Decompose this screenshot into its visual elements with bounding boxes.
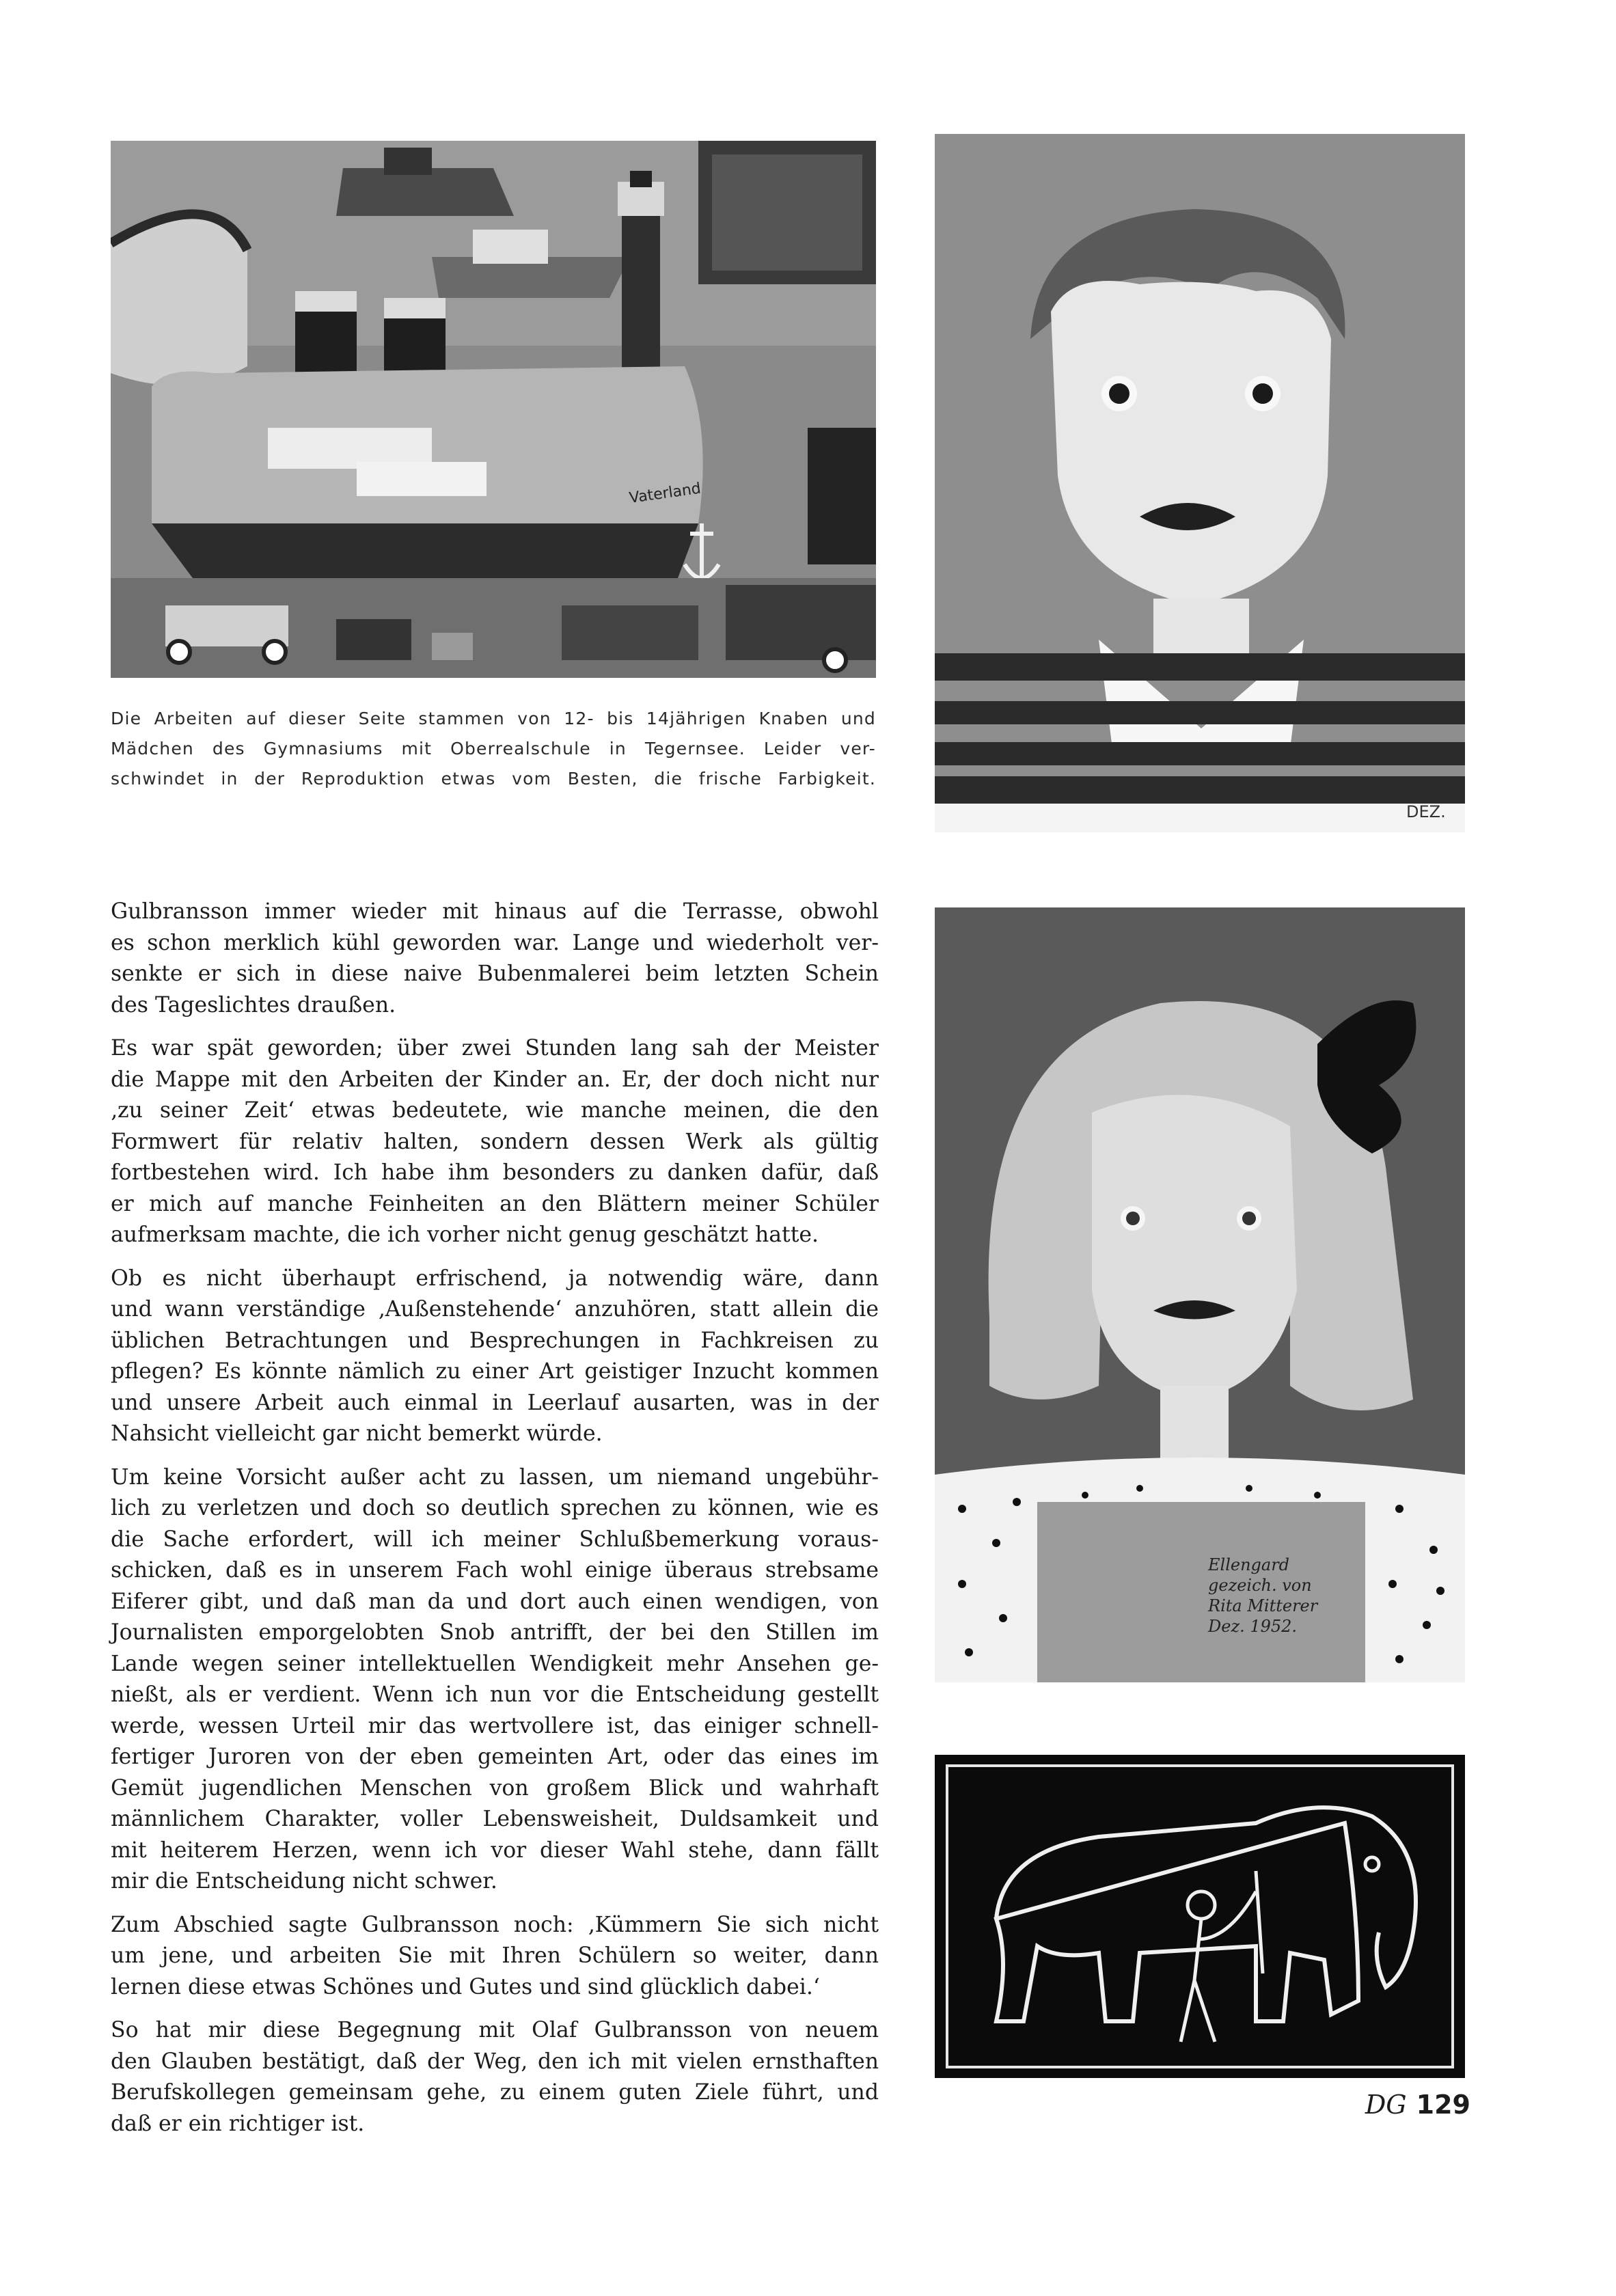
boy-portrait-painting: [935, 134, 1465, 832]
image-caption: [111, 704, 876, 794]
text-line: fertiger Juroren von der eben gemeinten Art, oder das eines im: [111, 1745, 879, 1769]
text-line: werde, wessen Urteil mir das wertvollere ist, das einiger schnell-: [111, 1713, 879, 1738]
text-line: mit heiterem Herzen, wenn ich vor dieser Wahl stehe, dann fällt: [111, 1837, 879, 1863]
text-line: Um keine Vorsicht außer acht zu lassen, um niemand ungebühr-: [111, 1464, 879, 1490]
text-line: senkte er sich in diese naive Bubenmalerei beim letzten Schein: [111, 961, 879, 986]
paragraph: [111, 1033, 879, 1251]
page-footer: [1354, 2090, 1470, 2124]
elephant-linocut: [935, 1755, 1465, 2078]
ship-name: Vaterland: [628, 480, 702, 507]
text-line: den Glauben bestätigt, daß der Weg, den ich mit vielen ernsthaften: [111, 2049, 879, 2074]
text-line: männlichem Charakter, voller Lebensweisheit, Duldsamkeit und: [111, 1807, 879, 1831]
text-line: schicken, daß es in unserem Fach wohl einige überaus strebsame: [111, 1558, 879, 1583]
text-line: des Tageslichtes draußen.: [111, 992, 396, 1017]
text-line: Journalisten emporgelobten Snob antrifft, der bei den Stillen im: [111, 1620, 879, 1645]
paragraph: [111, 2015, 879, 2140]
text-line: So hat mir diese Begegnung mit Olaf Gulbransson von neuem: [111, 2018, 879, 2042]
boy-signature: DEZ.: [1406, 802, 1446, 821]
paragraph: [111, 1910, 879, 2004]
text-line: Zum Abschied sagte Gulbransson noch: ‚Kümmern Sie sich nicht: [111, 1912, 879, 1937]
text-line: Formwert für relativ halten, sondern dessen Werk als gültig: [111, 1129, 879, 1154]
text-line: die Sache erfordert, will ich meiner Schlußbemerkung voraus-: [111, 1527, 879, 1552]
paragraph: [111, 1462, 879, 1898]
caption-line: Mädchen des Gymnasiums mit Oberrealschule in Tegernsee. Leider ver-: [111, 739, 876, 758]
text-line: Gemüt jugendlichen Menschen von großem Blick und wahrhaft: [111, 1775, 879, 1801]
text-line: die Mappe mit den Arbeiten der Kinder an. Er, der doch nicht nur: [111, 1067, 879, 1092]
page-number: 129: [1416, 2090, 1470, 2120]
text-line: pflegen? Es könnte nämlich zu einer Art geistiger Inzucht kommen: [111, 1359, 879, 1384]
text-line: Eiferer gibt, und daß man da und dort auch einen wendigen, von: [111, 1589, 879, 1614]
text-line: Ob es nicht überhaupt erfrischend, ja notwendig wäre, dann: [111, 1266, 879, 1291]
text-line: und unsere Arbeit auch einmal in Leerlauf ausarten, was in der: [111, 1390, 879, 1415]
text-line: nießt, als er verdient. Wenn ich nun vor die Entscheidung gestellt: [111, 1682, 879, 1707]
text-line: daß er ein richtiger ist.: [111, 2111, 365, 2136]
text-line: aufmerksam machte, die ich vorher nicht genug geschätzt hatte.: [111, 1222, 819, 1247]
article-body: [111, 897, 879, 2152]
text-line: Es war spät geworden; über zwei Stunden lang sah der Meister: [111, 1036, 879, 1061]
paragraph: [111, 1263, 879, 1450]
text-line: lich zu verletzen und doch so deutlich sprechen zu können, wie es: [111, 1496, 879, 1520]
text-line: lernen diese etwas Schönes und Gutes und sind glücklich dabei.‘: [111, 1974, 820, 1999]
magazine-abbreviation: DG: [1365, 2090, 1407, 2120]
girl-inscription: Ellengard gezeich. von Rita Mitterer Dez. 1952.: [1208, 1555, 1318, 1636]
text-line: mir die Entscheidung nicht schwer.: [111, 1869, 497, 1894]
text-line: Berufskollegen gemeinsam gehe, zu einem guten Ziele führt, und: [111, 2080, 879, 2105]
text-line: Lande wegen seiner intellektuellen Wendigkeit mehr Ansehen ge-: [111, 1651, 879, 1676]
caption-line: schwindet in der Reproduktion etwas vom Besten, die frische Farbigkeit.: [111, 769, 876, 789]
text-line: ‚zu seiner Zeit‘ etwas bedeutete, wie manche meinen, die den: [111, 1098, 879, 1123]
girl-portrait-painting: [935, 907, 1465, 1682]
text-line: und wann verständige ‚Außenstehende‘ anzuhören, statt allein die: [111, 1297, 879, 1322]
text-line: um jene, und arbeiten Sie mit Ihren Schülern so weiter, dann: [111, 1943, 879, 1968]
harbor-painting: [111, 141, 876, 678]
text-line: er mich auf manche Feinheiten an den Blättern meiner Schüler: [111, 1191, 879, 1216]
text-line: fortbestehen wird. Ich habe ihm besonders zu danken dafür, daß: [111, 1160, 879, 1185]
text-line: üblichen Betrachtungen und Besprechungen in Fachkreisen zu: [111, 1328, 879, 1353]
text-line: es schon merklich kühl geworden war. Lange und wiederholt ver-: [111, 930, 879, 955]
text-line: Gulbransson immer wieder mit hinaus auf die Terrasse, obwohl: [111, 899, 879, 924]
caption-line: Die Arbeiten auf dieser Seite stammen von 12- bis 14jährigen Knaben und: [111, 709, 876, 728]
text-line: Nahsicht vielleicht gar nicht bemerkt würde.: [111, 1421, 603, 1446]
paragraph: [111, 897, 879, 1021]
